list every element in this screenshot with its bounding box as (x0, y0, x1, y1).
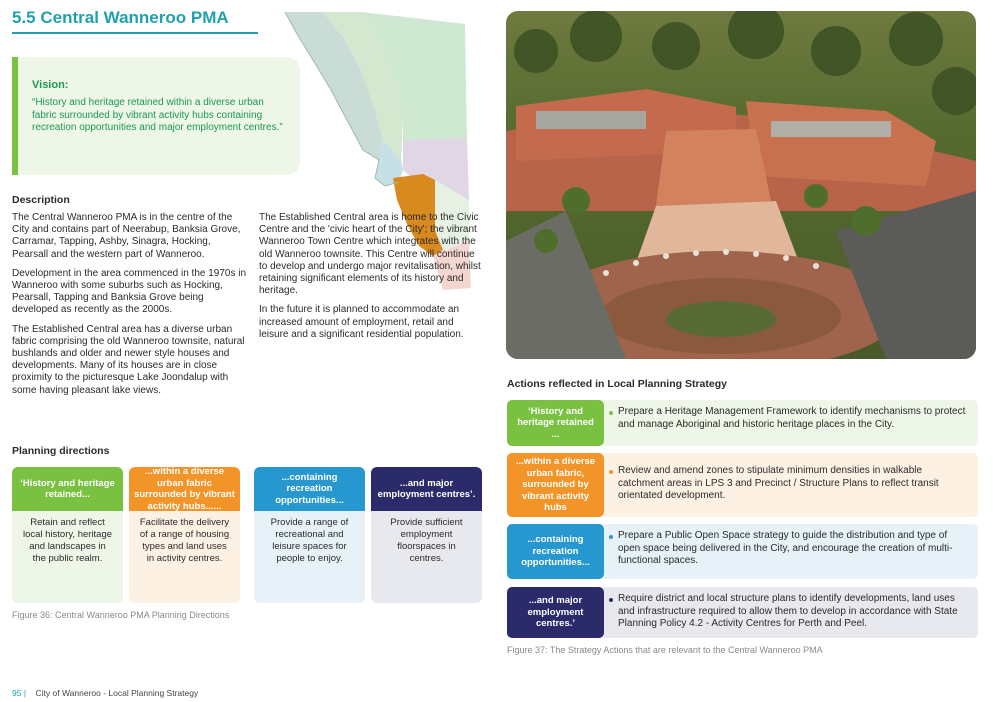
action-row-text: Require district and local structure plans to identify developments, land uses and infrastructure required to allow them to develop in accordance with State Planning Policy 4.2 - Activity Centres for Perth and Peel. (604, 587, 978, 638)
vision-box (12, 57, 300, 175)
planning-card-employment (371, 467, 482, 603)
description-heading: Description (12, 194, 70, 206)
planning-directions-heading: Planning directions (12, 445, 110, 457)
planning-card-body: Facilitate the delivery of a range of housing types and land uses in activity centres. (139, 517, 230, 564)
planning-card-body: Provide a range of recreational and leisure spaces for people to enjoy. (270, 517, 349, 564)
action-row-label: ...within a diverse urban fabric, surrounded by vibrant activity hubs (507, 453, 604, 517)
planning-card-title: ...and major employment centres’. (371, 467, 482, 511)
planning-card-body: Retain and reflect local history, heritage and landscapes in the public realm. (22, 517, 113, 564)
action-row-urban-fabric (507, 453, 978, 517)
action-row-label: ...and major employment centres.’ (507, 587, 604, 638)
planning-card-title: ...within a diverse urban fabric surrounded by vibrant activity hubs...... (129, 467, 240, 511)
action-row-text: Prepare a Public Open Space strategy to guide the distribution and type of open space being delivered in the City, and encourage the creation of multi-functional spaces. (604, 524, 978, 579)
vision-label: Vision: (32, 79, 69, 91)
description-paragraph: In the future it is planned to accommodate an increased amount of employment, retail and leisure and a significant residential population. (259, 304, 464, 340)
planning-card-title: ...containing recreation opportunities... (254, 467, 365, 511)
description-paragraph: The Central Wanneroo PMA is in the centre of the City and contains part of Neerabup, Banksia Grove, Carramar, Tapping, Ashby, Sinagra, Hocking, Pearsall and the western part of Wanneroo. (12, 212, 241, 260)
action-row-label: ‘History and heritage retained ... (507, 400, 604, 446)
description-column-1 (12, 212, 247, 404)
action-row-label: ...containing recreation opportunities... (507, 524, 604, 579)
description-paragraph: The Established Central area has a diverse urban fabric comprising the old Wanneroo townsite, natural bushlands and older and newer style houses and developments. Many of its houses are in close proximity to the picturesque Lake Joondalup with some having pleasant lake views. (12, 323, 245, 396)
figure-37-caption: Figure 37: The Strategy Actions that are relevant to the Central Wanneroo PMA (507, 645, 823, 655)
civic-centre-aerial-photo (506, 11, 976, 359)
page-number: 95 | (12, 688, 27, 698)
planning-card-title: ‘History and heritage retained... (12, 467, 123, 511)
action-row-heritage (507, 400, 978, 446)
action-row-recreation (507, 524, 978, 579)
vision-text: “History and heritage retained within a diverse urban fabric surrounded by vibrant activity hubs containing recreation opportunities and major employment centres.” (32, 97, 283, 133)
action-row-text: Review and amend zones to stipulate minimum densities in walkable catchment areas in LPS 3 and Precinct / Structure Plans to reflect transit orientated development. (604, 453, 978, 517)
planning-card-heritage (12, 467, 123, 603)
planning-card-urban-fabric (129, 467, 240, 603)
title-underline (12, 32, 258, 34)
figure-36-caption: Figure 36: Central Wanneroo PMA Planning Directions (12, 610, 230, 620)
page-footer (12, 688, 198, 698)
footer-text: City of Wanneroo - Local Planning Strategy (35, 688, 199, 698)
description-paragraph: Development in the area commenced in the 1970s in Wanneroo with some suburbs such as Hocking, Pearsall, Tapping and Banksia Grove being developed as recently as the 2000s. (12, 267, 247, 316)
planning-card-recreation (254, 467, 365, 603)
action-row-text: Prepare a Heritage Management Framework to identify mechanisms to protect and manage Aboriginal and historic heritage places in the City. (604, 400, 978, 446)
description-paragraph: The Established Central area is home to the Civic Centre and the 'civic heart of the City'; the vibrant Wanneroo Town Centre which integrates with the old Wanneroo townsite. This Centre will continue to develop and undergo major revitalisation, whilst retaining significant elements of its history and heritage. (259, 212, 481, 297)
action-row-employment (507, 587, 978, 638)
planning-card-body: Provide sufficient employment floorspaces in centres. (390, 517, 463, 564)
description-column-2 (259, 212, 481, 348)
page-title: 5.5 Central Wanneroo PMA (12, 8, 229, 27)
actions-heading: Actions reflected in Local Planning Strategy (507, 378, 727, 390)
